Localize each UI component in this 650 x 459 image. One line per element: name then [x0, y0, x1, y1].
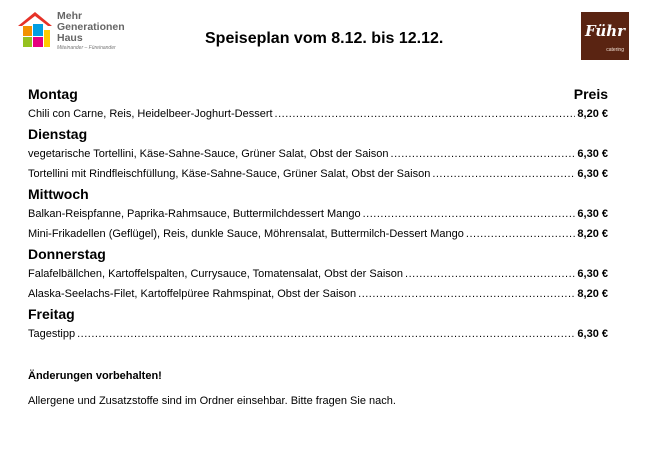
dot-leader: [275, 104, 576, 124]
logo-line-2: Generationen: [57, 21, 125, 33]
menu-item: [28, 264, 608, 284]
dish-price: 6,30 €: [577, 268, 608, 280]
allergen-notice: Allergene und Zusatzstoffe sind im Ordner einsehbar. Bitte fragen Sie nach.: [28, 395, 396, 407]
menu-table: [28, 84, 608, 344]
menu-item: [28, 164, 608, 184]
logo-sub: catering: [606, 47, 624, 53]
dish-price: 6,30 €: [577, 208, 608, 220]
page-title: Speiseplan vom 8.12. bis 12.12.: [205, 30, 444, 47]
day-heading-monday: Montag: [28, 86, 78, 102]
dot-leader: [432, 164, 575, 184]
day-heading-thursday: Donnerstag: [28, 246, 106, 262]
logo-tagline: Miteinander – Füreinander: [57, 45, 116, 51]
dish-name: Alaska-Seelachs-Filet, Kartoffelpüree Rahmspinat, Obst der Saison: [28, 288, 357, 300]
menu-header: [28, 84, 608, 104]
changes-notice: Änderungen vorbehalten!: [28, 370, 162, 382]
dot-leader: [391, 144, 576, 164]
dish-price: 8,20 €: [577, 288, 608, 300]
menu-item: [28, 284, 608, 304]
day-heading-friday: Freitag: [28, 306, 75, 322]
menu-item: [28, 204, 608, 224]
dot-leader: [466, 224, 576, 244]
dish-price: 8,20 €: [577, 108, 608, 120]
dish-name: Tagestipp: [28, 328, 76, 340]
fuehr-catering-logo: [581, 12, 629, 60]
price-heading: Preis: [573, 86, 608, 102]
mgh-logo: [16, 10, 136, 54]
menu-item: [28, 224, 608, 244]
dot-leader: [363, 204, 576, 224]
dot-leader: [358, 284, 575, 304]
dish-price: 6,30 €: [577, 328, 608, 340]
menu-item: [28, 324, 608, 344]
day-heading-tuesday: Dienstag: [28, 126, 88, 142]
dish-name: Balkan-Reispfanne, Paprika-Rahmsauce, Buttermilchdessert Mango: [28, 208, 361, 220]
dish-price: 8,20 €: [577, 228, 608, 240]
dish-name: vegetarische Tortellini, Käse-Sahne-Sauce, Grüner Salat, Obst der Saison: [28, 148, 389, 160]
dish-price: 6,30 €: [577, 148, 608, 160]
menu-item: [28, 104, 608, 124]
day-heading-wednesday: Mittwoch: [28, 186, 89, 202]
dot-leader: [405, 264, 575, 284]
house-logo-icon: [16, 10, 54, 50]
logo-brand: Führ: [584, 22, 626, 40]
dish-name: Chili con Carne, Reis, Heidelbeer-Joghurt-Dessert: [28, 108, 273, 120]
dot-leader: [77, 324, 575, 344]
dish-name: Falafelbällchen, Kartoffelspalten, Currysauce, Tomatensalat, Obst der Saison: [28, 268, 404, 280]
dish-price: 6,30 €: [577, 168, 608, 180]
dish-name: Mini-Frikadellen (Geflügel), Reis, dunkle Sauce, Möhrensalat, Buttermilch-Dessert Mango: [28, 228, 464, 240]
logo-line-1: Mehr: [57, 10, 83, 22]
dish-name: Tortellini mit Rindfleischfüllung, Käse-Sahne-Sauce, Grüner Salat, Obst der Saison: [28, 168, 431, 180]
logo-line-3: Haus: [57, 32, 83, 44]
menu-item: [28, 144, 608, 164]
